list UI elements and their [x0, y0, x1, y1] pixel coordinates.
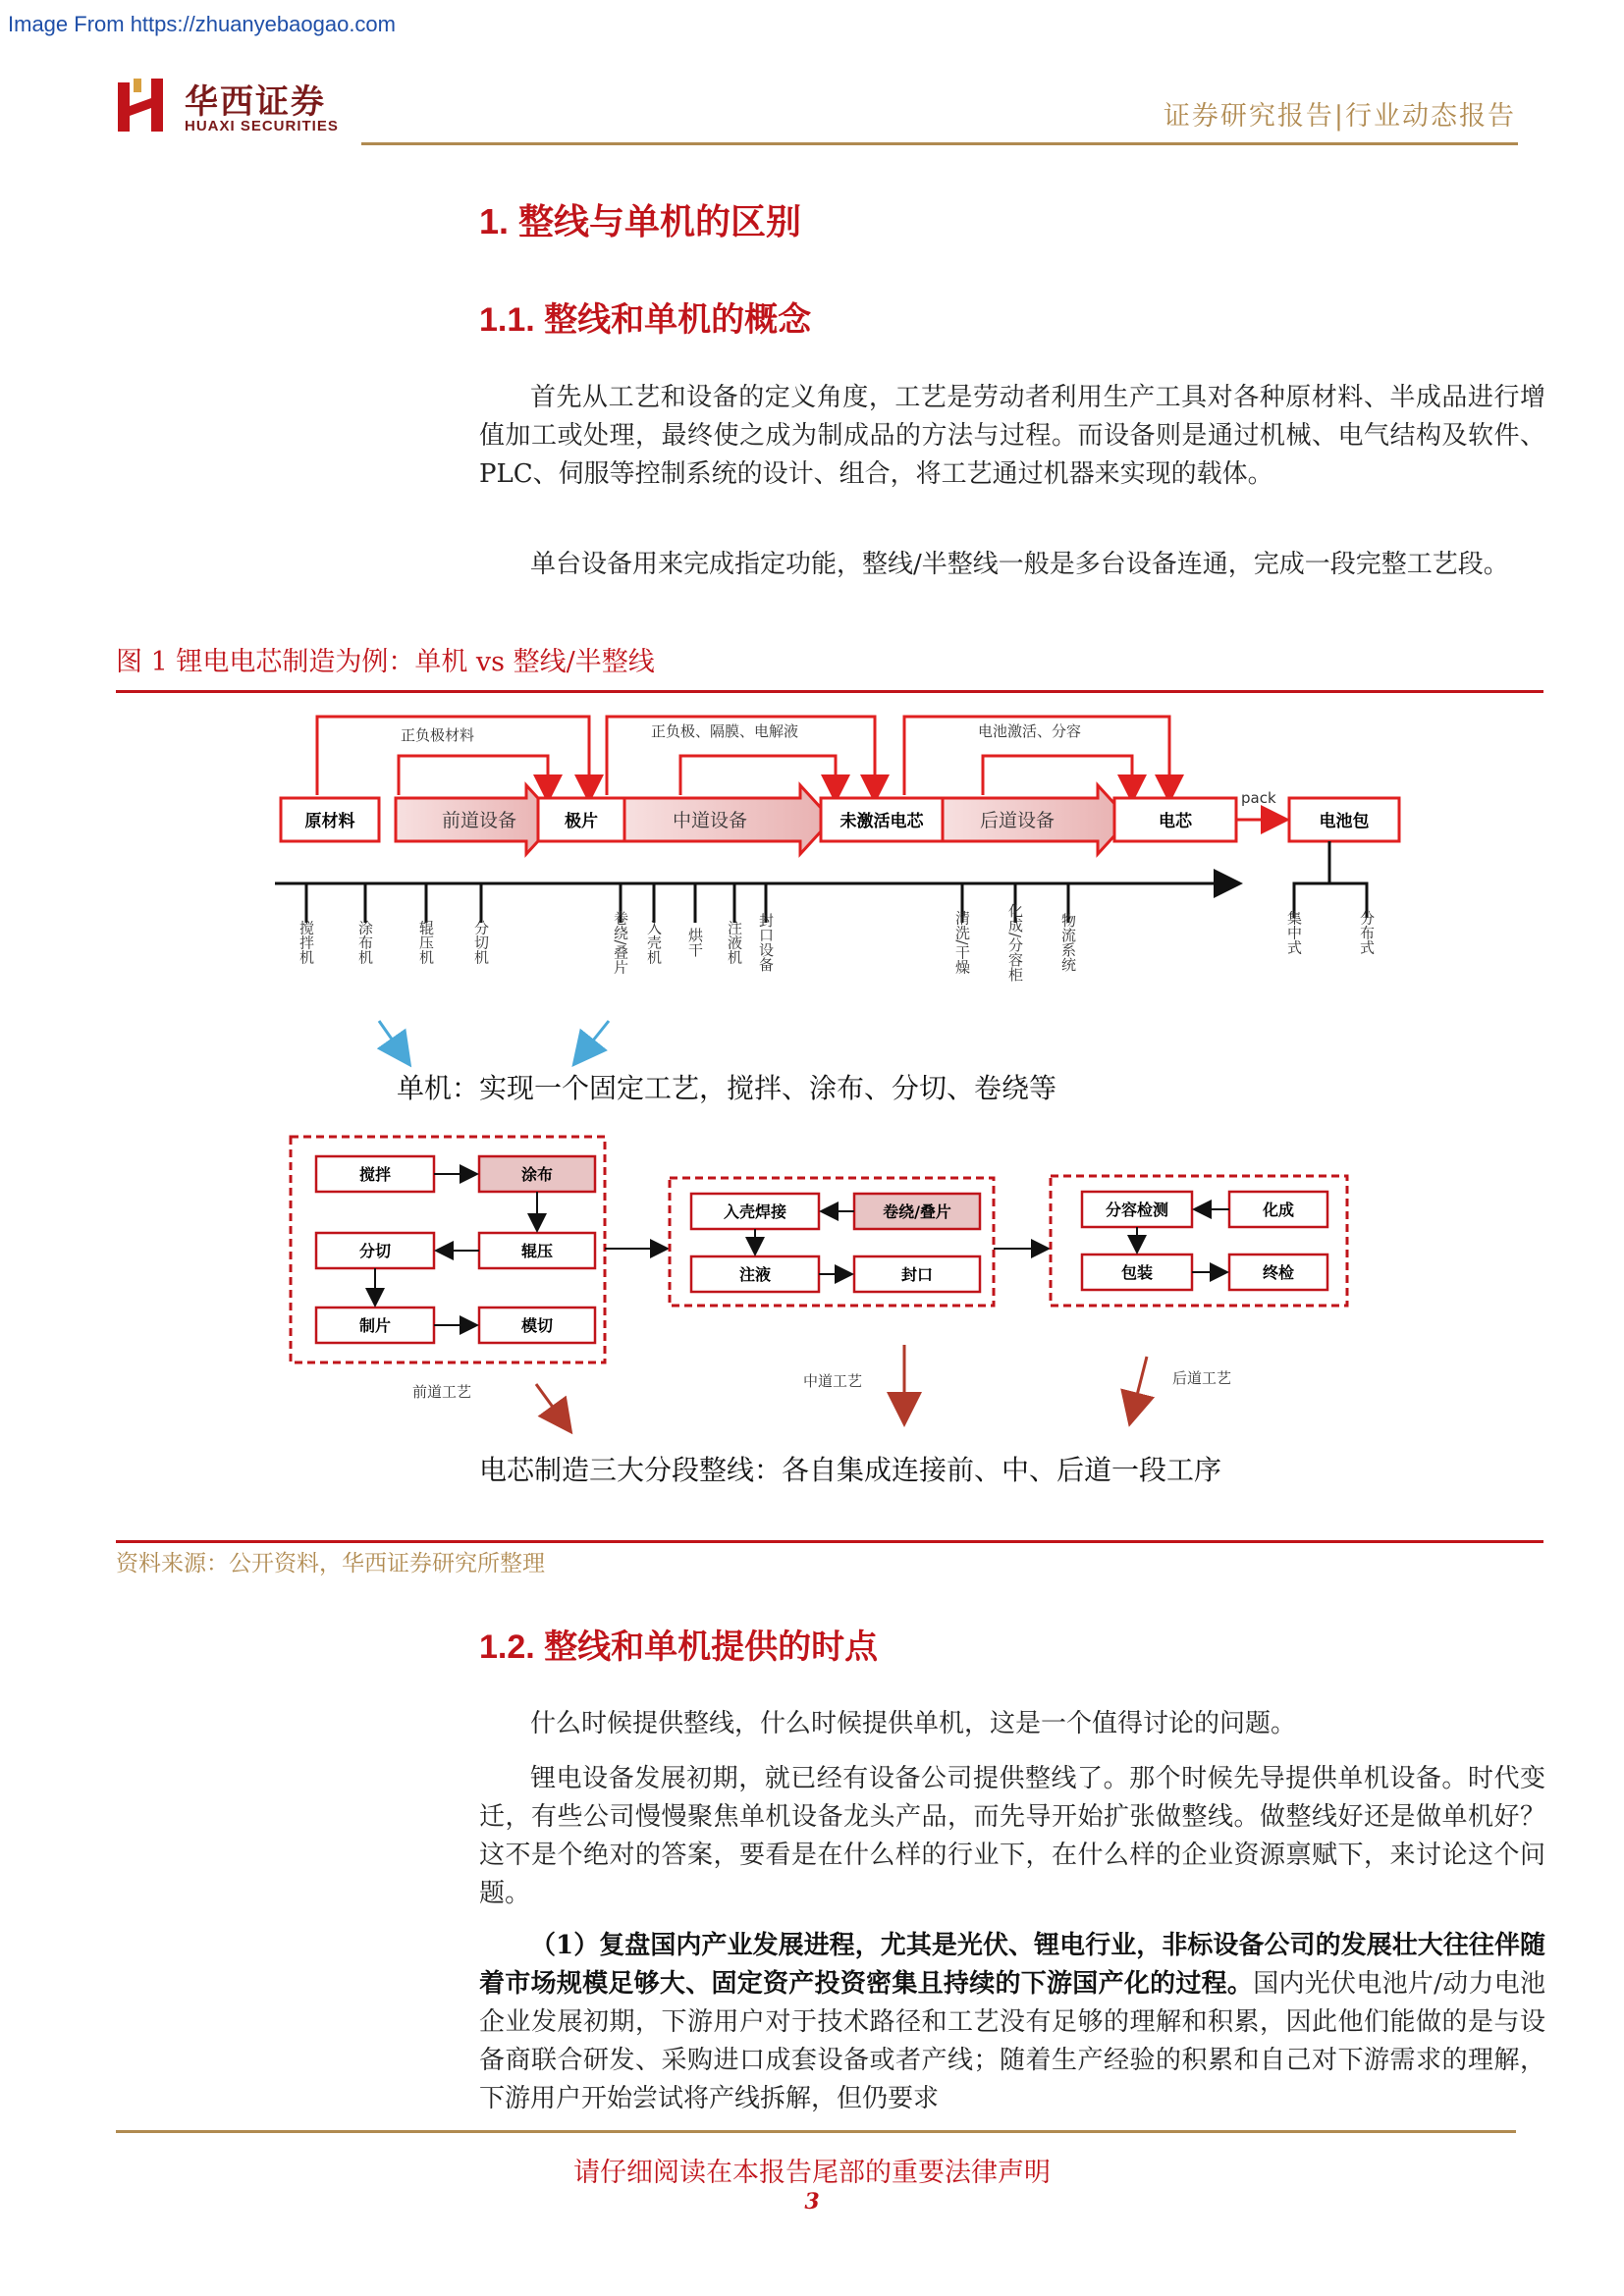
- cell-manufacturing-diagram: [116, 697, 1543, 1536]
- section-1-1-title: 1.1. 整线和单机的概念: [479, 301, 812, 339]
- process-step: 制片: [358, 1316, 392, 1335]
- group-label: 前道工艺: [412, 1383, 472, 1401]
- group-label: 中道工艺: [803, 1372, 863, 1390]
- input-label: 正负极材料: [401, 726, 475, 744]
- process-step: 包装: [1120, 1263, 1154, 1282]
- pack-label: pack: [1241, 789, 1276, 807]
- process-step: 分切: [358, 1242, 392, 1260]
- process-step: 搅拌: [358, 1165, 392, 1184]
- paragraph-body: 国内光伏电池片/动力电池企业发展初期，下游用户对于技术路径和工艺没有足够的理解和积累，因此他们能做的是与设备商联合研发、采购进口成套设备或者产线；随着生产经验的积累和自己对下游需求的理解，下游用户开始尝试将产线拆解，但仍要求: [479, 1969, 1545, 2113]
- pointer-arrow: [1131, 1357, 1147, 1418]
- pack-type-label: 分布式: [1358, 910, 1376, 955]
- flow-node-label: 原材料: [304, 812, 355, 831]
- figure-rule-top: [116, 690, 1543, 693]
- report-type: 证券研究报告|行业动态报告: [1163, 101, 1516, 132]
- equipment-label: 后道设备: [980, 810, 1056, 831]
- paragraph: 单台设备用来完成指定功能，整线/半整线一般是多台设备连通，完成一段完整工艺段。: [530, 550, 1509, 579]
- equipment-arrow-back: [943, 785, 1129, 854]
- flow-node-label: 电芯: [1159, 812, 1192, 831]
- machine-label: 烘干: [686, 928, 704, 957]
- single-machine-caption: 单机：实现一个固定工艺，搅拌、涂布、分切、卷绕等: [397, 1072, 1057, 1104]
- machine-label: 入壳机: [645, 920, 663, 965]
- logo-english: HUAXI SECURITIES: [185, 118, 339, 134]
- paragraph: [479, 1927, 1545, 2118]
- group-label: 后道工艺: [1172, 1369, 1232, 1387]
- section-1-title: 1. 整线与单机的区别: [479, 201, 802, 241]
- machine-label: 卷绕/叠片: [612, 910, 629, 975]
- machine-label: 搅拌机: [298, 920, 315, 965]
- equipment-arrow-front: [396, 785, 558, 854]
- machine-label: 涂布机: [356, 920, 374, 965]
- footer-divider: [116, 2130, 1516, 2133]
- process-step: 化成: [1262, 1201, 1295, 1219]
- process-step: 入壳焊接: [723, 1202, 787, 1221]
- process-step: 终检: [1262, 1263, 1295, 1282]
- machine-label: 辊压机: [417, 920, 435, 965]
- page-number: 3: [804, 2189, 820, 2215]
- process-step: 分容检测: [1105, 1201, 1169, 1219]
- machine-label: 化成/分容柜: [1006, 902, 1024, 983]
- equipment-arrow-mid: [623, 785, 832, 854]
- paragraph: 什么时候提供整线，什么时候提供单机，这是一个值得讨论的问题。: [530, 1709, 1297, 1738]
- machine-label: 分切机: [472, 920, 490, 965]
- input-label: 电池激活、分容: [978, 722, 1082, 740]
- legal-notice: 请仔细阅读在本报告尾部的重要法律声明: [573, 2158, 1051, 2187]
- source-watermark: Image From https://zhuanyebaogao.com: [8, 12, 396, 36]
- process-step: 卷绕/叠片: [883, 1202, 951, 1221]
- flow-node-label: 极片: [565, 812, 598, 831]
- process-step: 封口: [900, 1265, 934, 1284]
- process-step: 辊压: [520, 1242, 554, 1260]
- equipment-label: 前道设备: [442, 810, 517, 831]
- figure-rule-bottom: [116, 1540, 1543, 1543]
- header-divider: [361, 142, 1518, 145]
- machine-label: 注液机: [726, 920, 743, 965]
- pointer-arrow: [577, 1021, 609, 1060]
- flow-node-label: 未激活电芯: [839, 812, 924, 831]
- paragraph: 锂电设备发展初期，就已经有设备公司提供整线了。那个时候先导提供单机设备。时代变迁，有些公司慢慢聚焦单机设备龙头产品，而先导开始扩张做整线。做整线好还是做单机好？这不是个绝对的答案，要看是在什么样的行业下，在什么样的企业资源禀赋下，来讨论这个问题。: [479, 1764, 1545, 1908]
- machine-label: 封口设备: [757, 913, 775, 972]
- process-step: 涂布: [520, 1165, 554, 1184]
- figure-source: 资料来源：公开资料，华西证券研究所整理: [116, 1551, 545, 1576]
- process-step: 注液: [738, 1265, 772, 1284]
- figure-title: 图 1 锂电电芯制造为例：单机 vs 整线/半整线: [116, 647, 655, 677]
- input-label: 正负极、隔膜、电解液: [651, 722, 799, 740]
- huaxi-logo-icon: [116, 77, 167, 133]
- flow-node-label: 电池包: [1319, 812, 1370, 831]
- section-1-2-title: 1.2. 整线和单机提供的时点: [479, 1629, 879, 1666]
- pointer-arrow: [536, 1384, 568, 1427]
- machine-label: 清洗/干燥: [953, 910, 971, 975]
- whole-line-caption: 电芯制造三大分段整线：各自集成连接前、中、后道一段工序: [479, 1454, 1222, 1486]
- equipment-label: 中道设备: [673, 810, 748, 831]
- process-step: 模切: [520, 1316, 554, 1335]
- paragraph-bold-lead: （1）复盘国内产业发展进程，尤其是光伏、锂电行业，非标设备公司的发展壮大往往伴随着市场规模足够大、固定资产投资密集且持续的下游国产化的过程。: [479, 1931, 1545, 1999]
- paragraph: 首先从工艺和设备的定义角度，工艺是劳动者利用生产工具对各种原材料、半成品进行增值加工或处理，最终使之成为制成品的方法与过程。而设备则是通过机械、电气结构及软件、PLC、伺服等控制系统的设计、组合，将工艺通过机器来实现的载体。: [479, 383, 1545, 489]
- machine-label: 物流系统: [1059, 913, 1077, 972]
- pack-type-label: 集中式: [1285, 910, 1303, 955]
- logo-name: 华西证券: [185, 82, 326, 122]
- pointer-arrow: [379, 1021, 406, 1060]
